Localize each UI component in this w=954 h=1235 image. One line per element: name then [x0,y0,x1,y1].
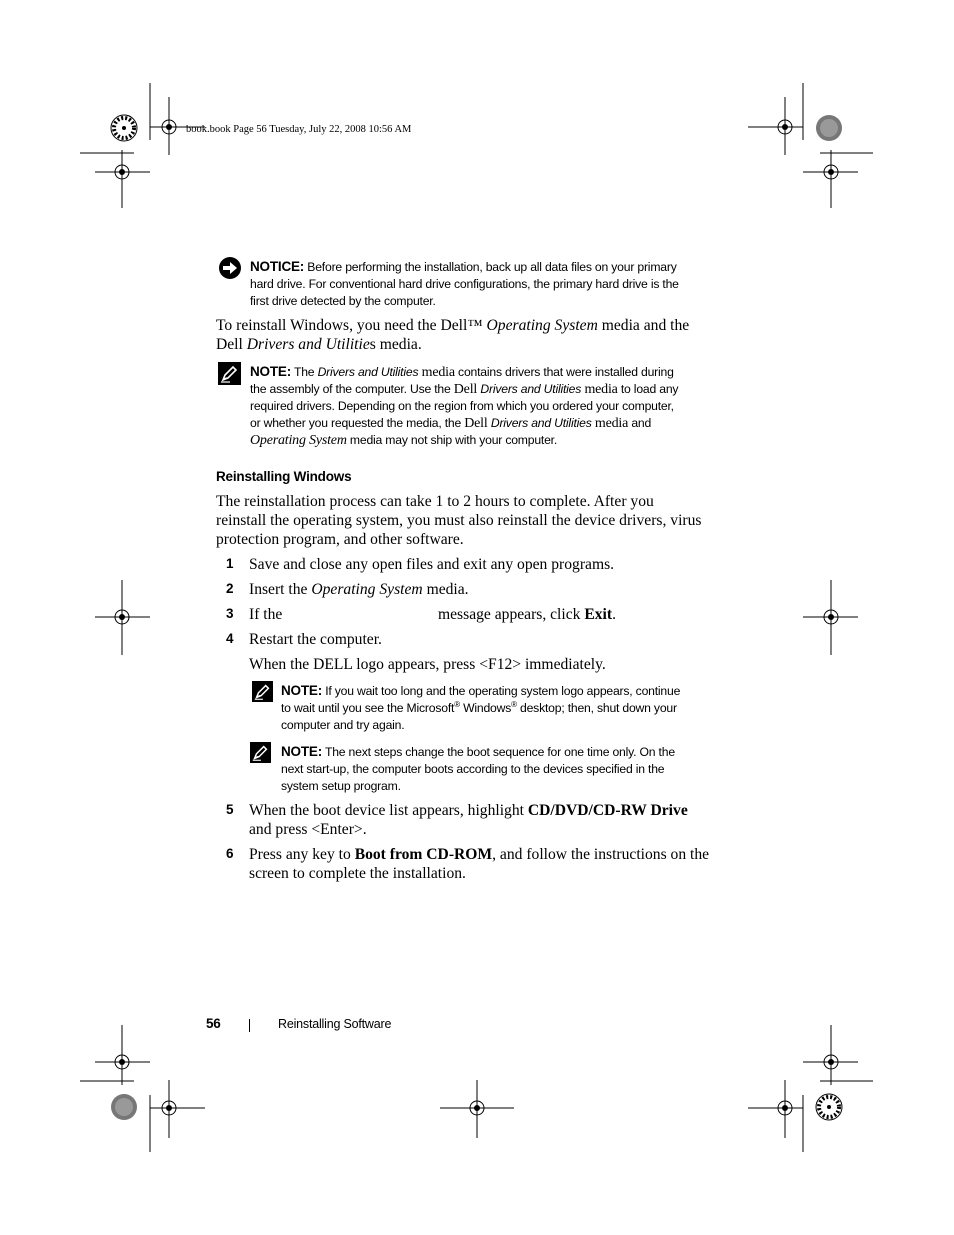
note-serif: media [418,365,455,380]
step-number: 3 [226,606,234,621]
intro-italic: Drivers and Utilitie [246,335,370,353]
notice-text-3: first drive detected by the computer. [250,294,436,308]
note-text: If you wait too long and the operating system logo appears, continue [325,684,681,698]
note-text: contains drivers that were installed during [454,365,674,379]
step-text [249,801,739,839]
note-text: and [628,416,652,430]
note-text: required drivers. Depending on the region from which you ordered your computer, [250,399,674,413]
intro-text: To reinstall Windows, you need the Dell™ [216,317,487,334]
note-text: The [293,365,318,379]
note-italic: Drivers and Utilities [317,365,419,379]
step-bold: CD/DVD/CD-RW Drive [527,802,688,819]
step-number: 2 [226,581,234,596]
note-label: NOTE: [281,744,322,759]
note-text: Windows [459,701,512,715]
registered-mark: ® [454,699,460,709]
notice-text-2: hard drive. For conventional hard drive configurations, the primary hard drive is the [250,277,679,291]
step-text [249,580,469,599]
step-text: Restart the computer. [249,631,382,648]
para-line: The reinstallation process can take 1 to 2 hours to complete. After you [216,493,654,510]
step-italic: Operating System [311,581,423,598]
step-text-part: Press any key to [249,846,355,863]
step-number: 4 [226,631,234,646]
note-callout-1 [250,363,730,449]
footer-section-title: Reinstalling Software [278,1017,392,1031]
note-serif: media [581,382,618,397]
note-italic: Drivers and Utilities [490,416,592,430]
step-text [438,605,616,624]
intro-italic: Operating System [486,317,598,334]
note-text: The next steps change the boot sequence for one time only. On the [324,745,675,759]
registered-mark: ® [511,699,517,709]
step-text: Save and close any open files and exit any open programs. [249,556,615,573]
notice-text-1: Before performing the installation, back up all data files on your primary [307,260,677,274]
note-text: to wait until you see the Microsoft [281,701,455,715]
notice-label: NOTICE: [250,259,305,274]
note-text: media may not ship with your computer. [346,433,558,447]
note-text: the assembly of the computer. Use the [250,382,454,396]
step-text-part: screen to complete the installation. [249,865,466,882]
footer-divider [249,1019,250,1032]
note-italic: Drivers and Utilities [480,382,582,396]
section-paragraph [216,493,736,549]
step-subtext: When the DELL logo appears, press <F12> immediately. [249,656,606,673]
note-serif: Dell [453,382,481,397]
step-text-part: message appears, click [438,606,585,623]
note-callout-3 [281,743,731,795]
step-text: If the [249,606,283,623]
pencil-note-icon [218,362,241,385]
note-text: next start-up, the computer boots according to the devices specified in the [281,762,665,776]
intro-paragraph [216,317,736,355]
note-callout-2 [281,682,731,734]
note-text: to load any [617,382,679,396]
note-serif-italic: Operating System [250,433,347,448]
step-text [249,845,739,883]
step-bold: Exit [584,606,613,623]
para-line: protection program, and other software. [216,530,464,548]
section-heading: Reinstalling Windows [216,469,352,484]
page-number: 56 [206,1016,221,1031]
note-label: NOTE: [250,364,291,379]
note-label: NOTE: [281,683,322,698]
pencil-note-icon [250,742,271,763]
note-text: system setup program. [281,779,401,793]
step-text-part: When the boot device list appears, highlight [249,802,528,819]
step-text-part: and press <Enter>. [249,821,367,838]
note-serif: Dell [464,416,491,431]
print-slug: book.book Page 56 Tuesday, July 22, 2008 10:56 AM [186,124,412,135]
step-text-part: , and follow the instructions on the [492,846,710,863]
step-number: 5 [226,802,234,817]
notice-callout [250,258,730,310]
step-bold: Boot from CD-ROM [354,846,493,863]
step-number: 1 [226,556,234,571]
step-text-part: . [612,606,616,623]
note-text: or whether you requested the media, the [250,416,465,430]
step-text-part: media. [422,581,469,598]
note-serif: media [591,416,629,431]
step-text-part: Insert the [249,581,312,598]
para-line: reinstall the operating system, you must also reinstall the device drivers, virus [216,511,702,529]
intro-text: Dell [216,335,247,353]
note-text: desktop; then, shut down your [516,701,677,715]
step-number: 6 [226,846,234,861]
pencil-note-icon [252,681,273,702]
notice-arrow-icon [218,256,242,280]
note-text: computer and try again. [281,718,405,732]
intro-text: s media. [369,335,422,353]
intro-text: media and the [597,317,690,334]
